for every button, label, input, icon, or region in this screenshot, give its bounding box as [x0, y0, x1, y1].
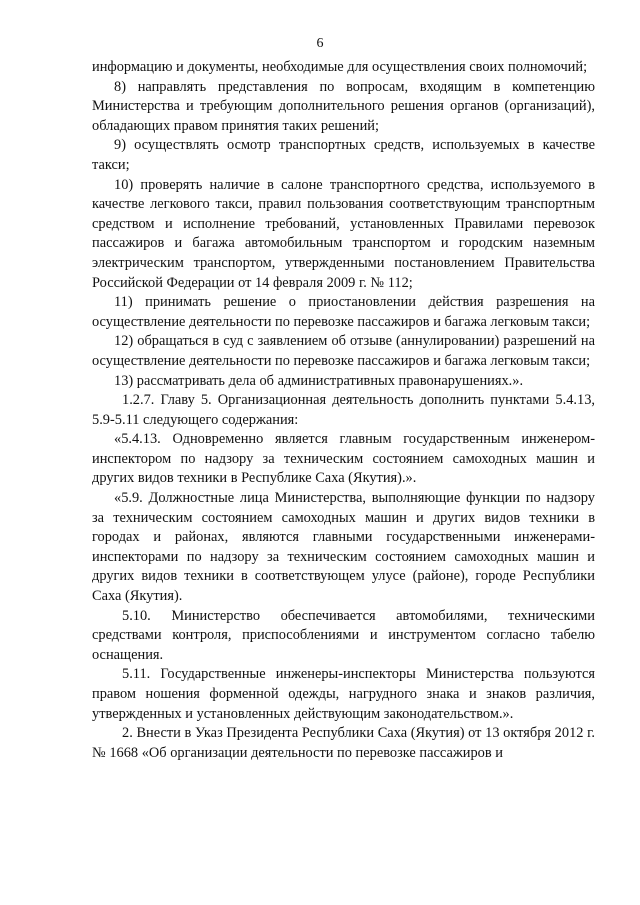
paragraph-point-5-10: 5.10. Министерство обеспечивается автомобилями, техническими средствами контроля, приспособлениями и инструментом согласно табелю оснащения. [92, 607, 595, 663]
page-number: 6 [316, 36, 324, 51]
paragraph-item-11: 11) принимать решение о приостановлении действия разрешения на осуществление деятельности по перевозке пассажиров и багажа легковым такси; [92, 294, 595, 330]
document-body [92, 58, 595, 763]
paragraph-item-13: 13) рассматривать дела об административных правонарушениях.». [114, 372, 524, 389]
paragraph-continued: информацию и документы, необходимые для осуществления своих полномочий; [92, 59, 588, 75]
paragraph-point-5-9: «5.9. Должностные лица Министерства, выполняющие функции по надзору за техническим состоянием самоходных машин и других видов техники в городах и районах, являются главными государственными инженерами-инспекторами по надзору за техническим состоянием самоходных машин и других видов техники в соответствующем улусе (районе), городе Республики Саха (Якутия). [92, 490, 595, 605]
paragraph-point-5-4-13: «5.4.13. Одновременно является главным государственным инженером-инспектором по надзору за техническим состоянием самоходных машин и других видов техники в Республике Саха (Якутия).». [92, 431, 595, 487]
paragraph-point-1-2-7: 1.2.7. Главу 5. Организационная деятельность дополнить пунктами 5.4.13, 5.9-5.11 следующего содержания: [92, 392, 595, 428]
paragraph-item-12: 12) обращаться в суд с заявлением об отзыве (аннулировании) разрешений на осуществление деятельности по перевозке пассажиров и багажа легковым такси; [92, 333, 595, 369]
paragraph-item-10: 10) проверять наличие в салоне транспортного средства, используемого в качестве легкового такси, правил пользования соответствующим транспортным средством и исполнение требований, установленных Правилами перевозок пассажиров и багажа автомобильным транспортом и городским наземным электрическим транспортом, утвержденными постановлением Правительства Российской Федерации от 14 февраля 2009 г. № 112; [92, 176, 595, 291]
paragraph-point-5-11: 5.11. Государственные инженеры-инспекторы Министерства пользуются правом ношения форменной одежды, нагрудного знака и знаков различия, утвержденных и установленных действующим законодательством.». [92, 666, 595, 722]
paragraph-item-8: 8) направлять представления по вопросам, входящим в компетенцию Министерства и требующим дополнительного решения органов (организаций), обладающих правом принятия таких решений; [92, 78, 595, 134]
paragraph-item-9: 9) осуществлять осмотр транспортных средств, используемых в качестве такси; [92, 137, 595, 173]
paragraph-point-2: 2. Внести в Указ Президента Республики Саха (Якутия) от 13 октября 2012 г. № 1668 «Об организации деятельности по перевозке пассажиров и [92, 725, 595, 761]
